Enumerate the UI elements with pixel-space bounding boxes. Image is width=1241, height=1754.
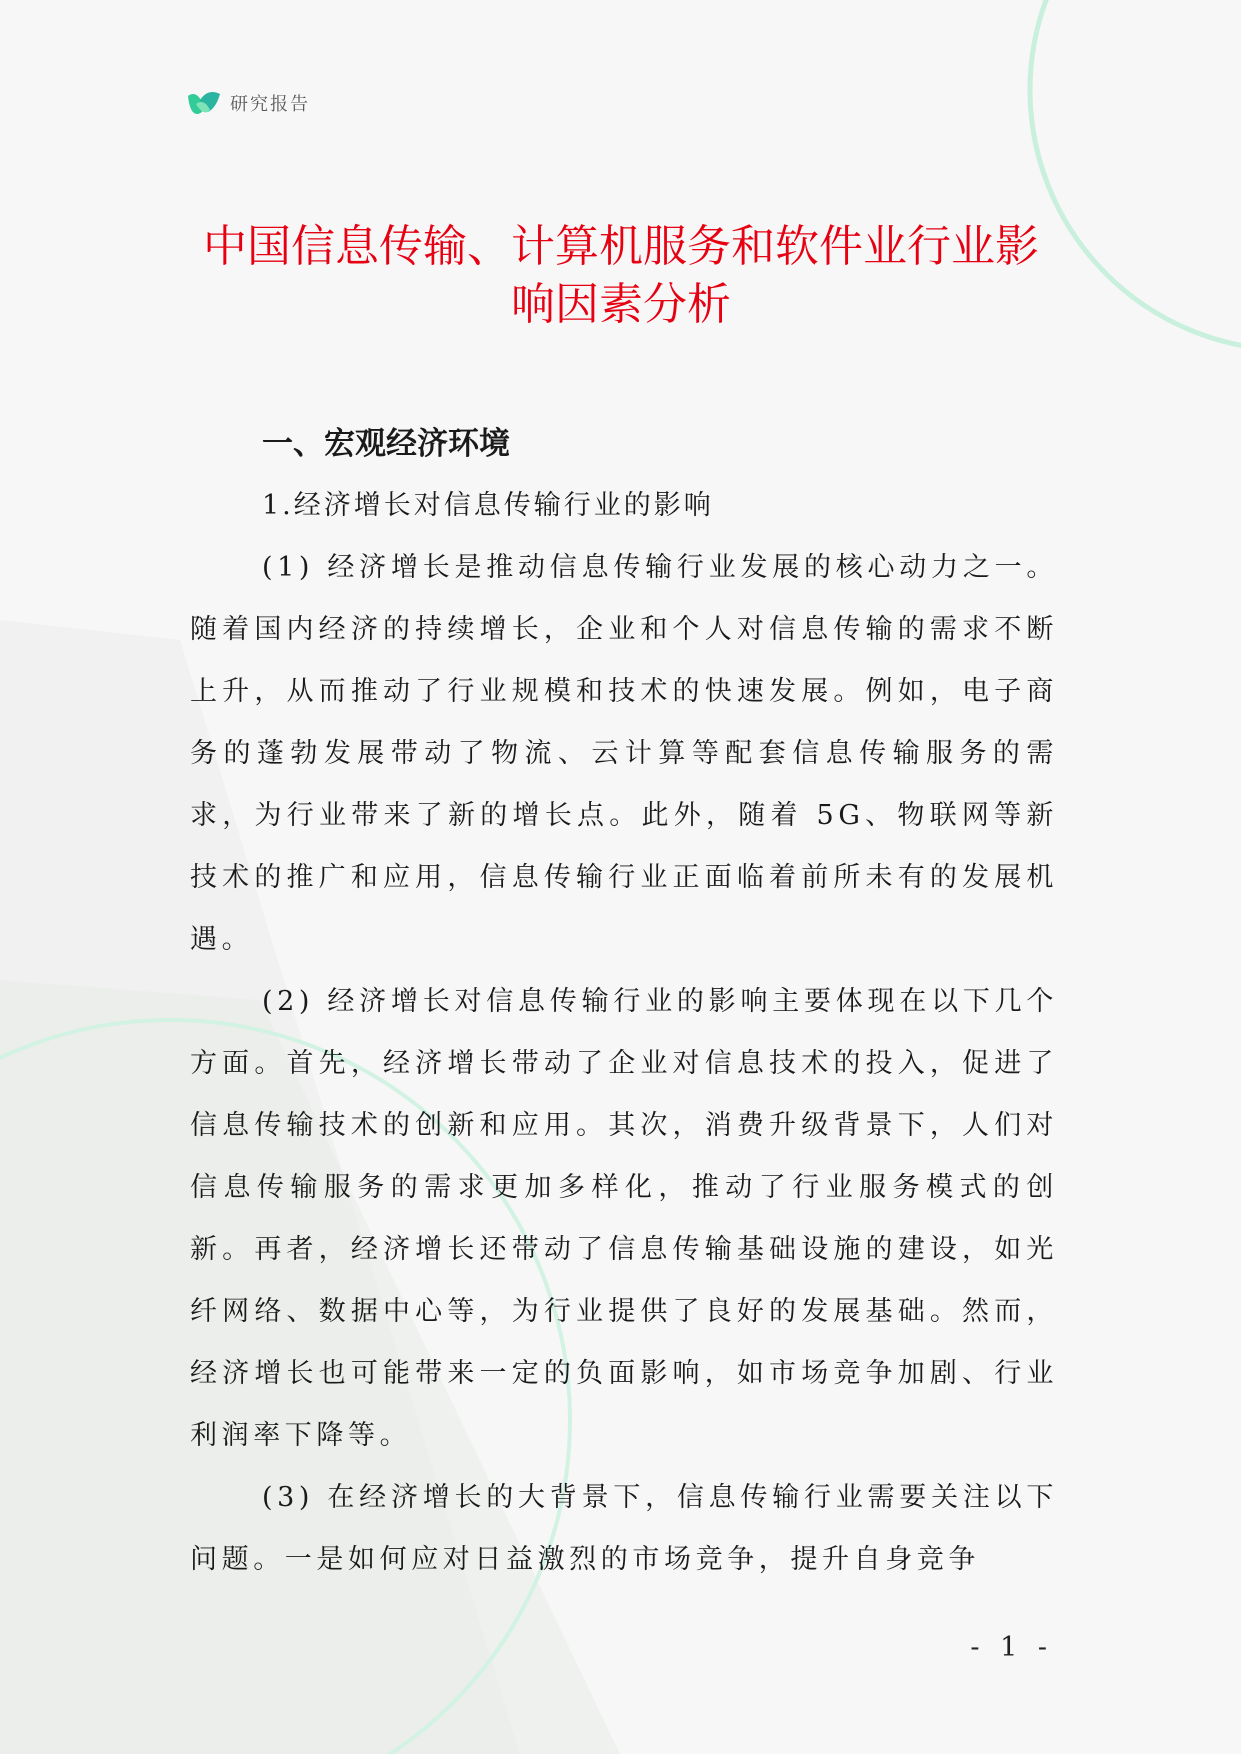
subsection-heading: 1.经济增长对信息传输行业的影响 xyxy=(262,490,714,521)
page-number: - 1 - xyxy=(970,1632,1053,1663)
paragraph: (2) 经济增长对信息传输行业的影响主要体现在以下几个方面。首先，经济增长带动了企业对信息技术的投入，促进了信息传输技术的创新和应用。其次，消费升级背景下，人们对信息传输服务的需求更加多样化，推动了行业服务模式的创新。再者，经济增长还带动了信息传输基础设施的建设，如光纤网络、数据中心等，为行业提供了良好的发展基础。然而，经济增长也可能带来一定的负面影响，如市场竞争加剧、行业利润率下降等。 xyxy=(190,986,1058,1451)
paragraph: (3) 在经济增长的大背景下，信息传输行业需要关注以下问题。一是如何应对日益激烈的市场竞争，提升自身竞争 xyxy=(190,1482,1058,1575)
header-brand xyxy=(186,88,310,118)
section-heading: 一、宏观经济环境 xyxy=(262,426,510,462)
brand-text: 研究报告 xyxy=(230,94,310,115)
document-title: 中国信息传输、计算机服务和软件业行业影响因素分析 xyxy=(203,221,1039,330)
brand-logo-icon xyxy=(186,88,222,118)
paragraph: (1) 经济增长是推动信息传输行业发展的核心动力之一。随着国内经济的持续增长，企业和个人对信息传输的需求不断上升，从而推动了行业规模和技术的快速发展。例如，电子商务的蓬勃发展带动了物流、云计算等配套信息传输服务的需求，为行业带来了新的增长点。此外，随着 5G、物联网等新技术的推广和应用，信息传输行业正面临着前所未有的发展机遇。 xyxy=(190,552,1058,955)
document-body xyxy=(190,413,1058,1591)
